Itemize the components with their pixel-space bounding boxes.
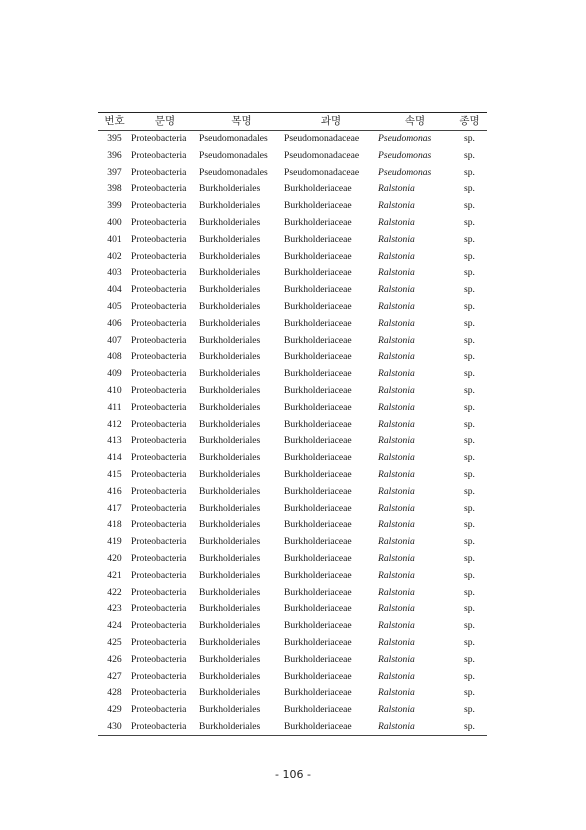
cell-species: sp. <box>464 670 475 682</box>
cell-number: 416 <box>107 485 122 497</box>
cell-genus: Ralstonia <box>378 553 415 565</box>
cell-species: sp. <box>464 687 475 699</box>
cell-order: Burkholderiales <box>199 351 261 363</box>
table-row <box>98 416 487 433</box>
cell-order: Burkholderiales <box>199 586 261 598</box>
table-row <box>98 450 487 467</box>
table-row <box>98 601 487 618</box>
table-row <box>98 685 487 702</box>
cell-phylum: Proteobacteria <box>131 620 187 632</box>
cell-family: Burkholderiaceae <box>284 301 352 313</box>
table-row <box>98 248 487 265</box>
cell-order: Burkholderiales <box>199 687 261 699</box>
cell-phylum: Proteobacteria <box>131 469 187 481</box>
cell-order: Burkholderiales <box>199 183 261 195</box>
cell-order: Pseudomonadales <box>199 133 268 145</box>
cell-number: 417 <box>107 502 122 514</box>
cell-phylum: Proteobacteria <box>131 368 187 380</box>
cell-genus: Ralstonia <box>378 452 415 464</box>
cell-family: Burkholderiaceae <box>284 569 352 581</box>
cell-phylum: Proteobacteria <box>131 569 187 581</box>
table-row <box>98 315 487 332</box>
cell-genus: Ralstonia <box>378 603 415 615</box>
table-row <box>98 517 487 534</box>
cell-phylum: Proteobacteria <box>131 351 187 363</box>
cell-phylum: Proteobacteria <box>131 317 187 329</box>
cell-species: sp. <box>464 200 475 212</box>
table-row <box>98 399 487 416</box>
cell-number: 415 <box>107 469 122 481</box>
cell-phylum: Proteobacteria <box>131 452 187 464</box>
taxonomy-table <box>98 112 487 736</box>
cell-number: 401 <box>107 233 122 245</box>
cell-phylum: Proteobacteria <box>131 149 187 161</box>
cell-number: 396 <box>107 149 122 161</box>
cell-species: sp. <box>464 368 475 380</box>
cell-number: 424 <box>107 620 122 632</box>
cell-genus: Ralstonia <box>378 334 415 346</box>
cell-genus: Ralstonia <box>378 250 415 262</box>
cell-number: 406 <box>107 317 122 329</box>
cell-species: sp. <box>464 267 475 279</box>
cell-number: 418 <box>107 519 122 531</box>
cell-family: Burkholderiaceae <box>284 368 352 380</box>
cell-phylum: Proteobacteria <box>131 200 187 212</box>
cell-family: Burkholderiaceae <box>284 553 352 565</box>
cell-genus: Ralstonia <box>378 569 415 581</box>
cell-phylum: Proteobacteria <box>131 183 187 195</box>
table-row <box>98 131 487 148</box>
cell-species: sp. <box>464 603 475 615</box>
cell-phylum: Proteobacteria <box>131 166 187 178</box>
cell-genus: Ralstonia <box>378 401 415 413</box>
cell-order: Burkholderiales <box>199 485 261 497</box>
cell-genus: Ralstonia <box>378 718 452 735</box>
header-number: 번호 <box>98 113 131 131</box>
cell-genus: Ralstonia <box>378 368 415 380</box>
cell-species: sp. <box>464 452 475 464</box>
cell-phylum: Proteobacteria <box>131 250 187 262</box>
cell-phylum: Proteobacteria <box>131 653 187 665</box>
cell-order: Burkholderiales <box>199 385 261 397</box>
cell-species: sp. <box>464 519 475 531</box>
cell-species: sp. <box>464 334 475 346</box>
table-row <box>98 265 487 282</box>
cell-species: sp. <box>464 166 475 178</box>
cell-genus: Ralstonia <box>378 183 415 195</box>
cell-order: Burkholderiales <box>199 217 261 229</box>
table-body <box>98 131 487 736</box>
cell-genus: Pseudomonas <box>378 166 432 178</box>
cell-genus: Ralstonia <box>378 435 415 447</box>
cell-number: 412 <box>107 418 122 430</box>
cell-phylum: Proteobacteria <box>131 334 187 346</box>
cell-species: sp. <box>464 637 475 648</box>
cell-species: sp. <box>464 418 475 430</box>
cell-order: Burkholderiales <box>199 317 261 329</box>
cell-number: 426 <box>107 653 122 665</box>
cell-number: 430 <box>98 718 131 735</box>
cell-species: sp. <box>464 233 475 245</box>
cell-order: Burkholderiales <box>199 653 261 665</box>
table-row <box>98 147 487 164</box>
cell-phylum: Proteobacteria <box>131 553 187 565</box>
table-row <box>98 483 487 500</box>
cell-phylum: Proteobacteria <box>131 284 187 296</box>
cell-species: sp. <box>464 133 475 145</box>
table-row <box>98 181 487 198</box>
table-row <box>98 584 487 601</box>
table-row <box>98 298 487 315</box>
cell-species: sp. <box>464 653 475 665</box>
cell-phylum: Proteobacteria <box>131 435 187 447</box>
cell-family: Pseudomonadaceae <box>284 166 360 178</box>
cell-species: sp. <box>464 401 475 413</box>
cell-species: sp. <box>464 284 475 296</box>
cell-number: 404 <box>107 284 122 296</box>
cell-phylum: Proteobacteria <box>131 704 187 716</box>
cell-genus: Ralstonia <box>378 704 415 716</box>
cell-family: Burkholderiaceae <box>284 334 352 346</box>
cell-family: Burkholderiaceae <box>284 502 352 514</box>
table-row <box>98 702 487 719</box>
cell-genus: Ralstonia <box>378 586 415 598</box>
cell-phylum: Proteobacteria <box>131 233 187 245</box>
header-family: 과명 <box>284 113 378 131</box>
cell-family: Burkholderiaceae <box>284 687 352 699</box>
cell-number: 414 <box>107 452 122 464</box>
table-row <box>98 231 487 248</box>
header-genus: 속명 <box>378 113 452 131</box>
cell-family: Burkholderiaceae <box>284 284 352 296</box>
cell-genus: Ralstonia <box>378 233 415 245</box>
cell-phylum: Proteobacteria <box>131 536 187 548</box>
table-row <box>98 466 487 483</box>
cell-phylum: Proteobacteria <box>131 267 187 279</box>
cell-family: Burkholderiaceae <box>284 385 352 397</box>
cell-genus: Ralstonia <box>378 301 415 313</box>
table-row <box>98 668 487 685</box>
cell-species: sp. <box>464 217 475 229</box>
cell-order: Burkholderiales <box>199 536 261 548</box>
cell-order: Burkholderiales <box>199 620 261 632</box>
table-row <box>98 366 487 383</box>
table-row <box>98 332 487 349</box>
cell-family: Burkholderiaceae <box>284 603 352 615</box>
cell-number: 413 <box>107 435 122 447</box>
table-row <box>98 282 487 299</box>
cell-species: sp. <box>464 569 475 581</box>
cell-phylum: Proteobacteria <box>131 301 187 313</box>
cell-species: sp. <box>464 553 475 565</box>
cell-number: 411 <box>107 401 122 413</box>
cell-phylum: Proteobacteria <box>131 418 187 430</box>
cell-phylum: Proteobacteria <box>131 519 187 531</box>
cell-order: Burkholderiales <box>199 334 261 346</box>
cell-family: Burkholderiaceae <box>284 317 352 329</box>
cell-number: 398 <box>107 183 122 195</box>
cell-species: sp. <box>464 536 475 548</box>
cell-family: Burkholderiaceae <box>284 637 352 648</box>
cell-family: Burkholderiaceae <box>284 217 352 229</box>
table-row <box>98 567 487 584</box>
cell-phylum: Proteobacteria <box>131 485 187 497</box>
cell-order: Burkholderiales <box>199 200 261 212</box>
cell-order: Burkholderiales <box>199 435 261 447</box>
cell-number: 407 <box>107 334 122 346</box>
cell-order: Burkholderiales <box>199 250 261 262</box>
cell-species: sp. <box>464 704 475 716</box>
cell-genus: Ralstonia <box>378 485 415 497</box>
cell-order: Pseudomonadales <box>199 149 268 161</box>
cell-genus: Ralstonia <box>378 418 415 430</box>
cell-genus: Ralstonia <box>378 502 415 514</box>
cell-genus: Ralstonia <box>378 653 415 665</box>
cell-genus: Ralstonia <box>378 670 415 682</box>
cell-family: Burkholderiaceae <box>284 653 352 665</box>
cell-number: 400 <box>107 217 122 229</box>
cell-number: 402 <box>107 250 122 262</box>
cell-number: 397 <box>107 166 122 178</box>
cell-family: Burkholderiaceae <box>284 233 352 245</box>
table-row <box>98 651 487 668</box>
table-row <box>98 534 487 551</box>
cell-genus: Ralstonia <box>378 687 415 699</box>
cell-family: Burkholderiaceae <box>284 418 352 430</box>
cell-order: Pseudomonadales <box>199 166 268 178</box>
cell-order: Burkholderiales <box>199 519 261 531</box>
cell-family: Burkholderiaceae <box>284 718 378 735</box>
cell-number: 395 <box>107 133 122 145</box>
cell-order: Burkholderiales <box>199 704 261 716</box>
cell-phylum: Proteobacteria <box>131 687 187 699</box>
cell-genus: Ralstonia <box>378 637 415 648</box>
header-order: 목명 <box>199 113 284 131</box>
cell-family: Burkholderiaceae <box>284 401 352 413</box>
cell-family: Burkholderiaceae <box>284 452 352 464</box>
cell-genus: Ralstonia <box>378 351 415 363</box>
cell-number: 423 <box>107 603 122 615</box>
cell-species: sp. <box>464 469 475 481</box>
cell-family: Burkholderiaceae <box>284 620 352 632</box>
header-row <box>98 113 487 131</box>
cell-genus: Ralstonia <box>378 284 415 296</box>
table-row <box>98 164 487 181</box>
cell-phylum: Proteobacteria <box>131 603 187 615</box>
cell-phylum: Proteobacteria <box>131 385 187 397</box>
cell-species: sp. <box>464 620 475 632</box>
cell-phylum: Proteobacteria <box>131 502 187 514</box>
cell-number: 409 <box>107 368 122 380</box>
cell-genus: Ralstonia <box>378 536 415 548</box>
cell-number: 427 <box>107 670 122 682</box>
cell-order: Burkholderiales <box>199 637 261 648</box>
cell-genus: Ralstonia <box>378 317 415 329</box>
cell-number: 410 <box>107 385 122 397</box>
table-row <box>98 550 487 567</box>
header-species: 종명 <box>452 113 487 131</box>
cell-family: Burkholderiaceae <box>284 485 352 497</box>
table-row <box>98 349 487 366</box>
cell-species: sp. <box>464 586 475 598</box>
cell-genus: Ralstonia <box>378 267 415 279</box>
cell-family: Pseudomonadaceae <box>284 149 360 161</box>
cell-family: Burkholderiaceae <box>284 704 352 716</box>
cell-genus: Pseudomonas <box>378 149 432 161</box>
cell-phylum: Proteobacteria <box>131 401 187 413</box>
table-row <box>98 214 487 231</box>
cell-species: sp. <box>464 435 475 447</box>
cell-order: Burkholderiales <box>199 301 261 313</box>
cell-family: Burkholderiaceae <box>284 670 352 682</box>
cell-genus: Ralstonia <box>378 385 415 397</box>
cell-phylum: Proteobacteria <box>131 637 187 648</box>
cell-genus: Pseudomonas <box>378 133 432 145</box>
cell-genus: Ralstonia <box>378 200 415 212</box>
table-header <box>98 113 487 131</box>
table-row <box>98 500 487 517</box>
cell-number: 421 <box>107 569 122 581</box>
cell-species: sp. <box>464 149 475 161</box>
cell-order: Burkholderiales <box>199 469 261 481</box>
cell-order: Burkholderiales <box>199 418 261 430</box>
cell-order: Burkholderiales <box>199 401 261 413</box>
cell-genus: Ralstonia <box>378 217 415 229</box>
cell-family: Burkholderiaceae <box>284 536 352 548</box>
cell-number: 420 <box>107 553 122 565</box>
cell-order: Burkholderiales <box>199 368 261 380</box>
cell-order: Burkholderiales <box>199 553 261 565</box>
cell-family: Pseudomonadaceae <box>284 133 360 145</box>
cell-family: Burkholderiaceae <box>284 267 352 279</box>
cell-genus: Ralstonia <box>378 620 415 632</box>
cell-species: sp. <box>464 250 475 262</box>
cell-order: Burkholderiales <box>199 452 261 464</box>
cell-species: sp. <box>464 385 475 397</box>
cell-species: sp. <box>464 317 475 329</box>
cell-species: sp. <box>464 351 475 363</box>
cell-order: Burkholderiales <box>199 718 284 735</box>
cell-order: Burkholderiales <box>199 670 261 682</box>
cell-number: 408 <box>107 351 122 363</box>
cell-family: Burkholderiaceae <box>284 469 352 481</box>
cell-order: Burkholderiales <box>199 569 261 581</box>
cell-phylum: Proteobacteria <box>131 586 187 598</box>
cell-number: 422 <box>107 586 122 598</box>
table-row <box>98 198 487 215</box>
table-row <box>98 634 487 651</box>
cell-species: sp. <box>464 485 475 497</box>
cell-family: Burkholderiaceae <box>284 351 352 363</box>
cell-family: Burkholderiaceae <box>284 250 352 262</box>
cell-phylum: Proteobacteria <box>131 718 199 735</box>
cell-number: 419 <box>107 536 122 548</box>
cell-number: 429 <box>107 704 122 716</box>
cell-number: 399 <box>107 200 122 212</box>
table-row <box>98 433 487 450</box>
cell-order: Burkholderiales <box>199 603 261 615</box>
cell-phylum: Proteobacteria <box>131 217 187 229</box>
cell-number: 403 <box>107 267 122 279</box>
table-row <box>98 718 487 735</box>
cell-family: Burkholderiaceae <box>284 200 352 212</box>
table-row <box>98 382 487 399</box>
table-row <box>98 618 487 635</box>
cell-genus: Ralstonia <box>378 469 415 481</box>
cell-species: sp. <box>464 301 475 313</box>
cell-order: Burkholderiales <box>199 233 261 245</box>
cell-family: Burkholderiaceae <box>284 519 352 531</box>
cell-species: sp. <box>452 718 487 735</box>
cell-order: Burkholderiales <box>199 284 261 296</box>
cell-family: Burkholderiaceae <box>284 435 352 447</box>
cell-family: Burkholderiaceae <box>284 586 352 598</box>
cell-number: 428 <box>107 687 122 699</box>
cell-genus: Ralstonia <box>378 519 415 531</box>
cell-number: 405 <box>107 301 122 313</box>
cell-number: 425 <box>107 637 122 648</box>
page-number: - 106 - <box>275 768 311 781</box>
cell-order: Burkholderiales <box>199 267 261 279</box>
cell-family: Burkholderiaceae <box>284 183 352 195</box>
cell-phylum: Proteobacteria <box>131 133 187 145</box>
header-phylum: 문명 <box>131 113 199 131</box>
cell-order: Burkholderiales <box>199 502 261 514</box>
cell-phylum: Proteobacteria <box>131 670 187 682</box>
cell-species: sp. <box>464 502 475 514</box>
cell-species: sp. <box>464 183 475 195</box>
